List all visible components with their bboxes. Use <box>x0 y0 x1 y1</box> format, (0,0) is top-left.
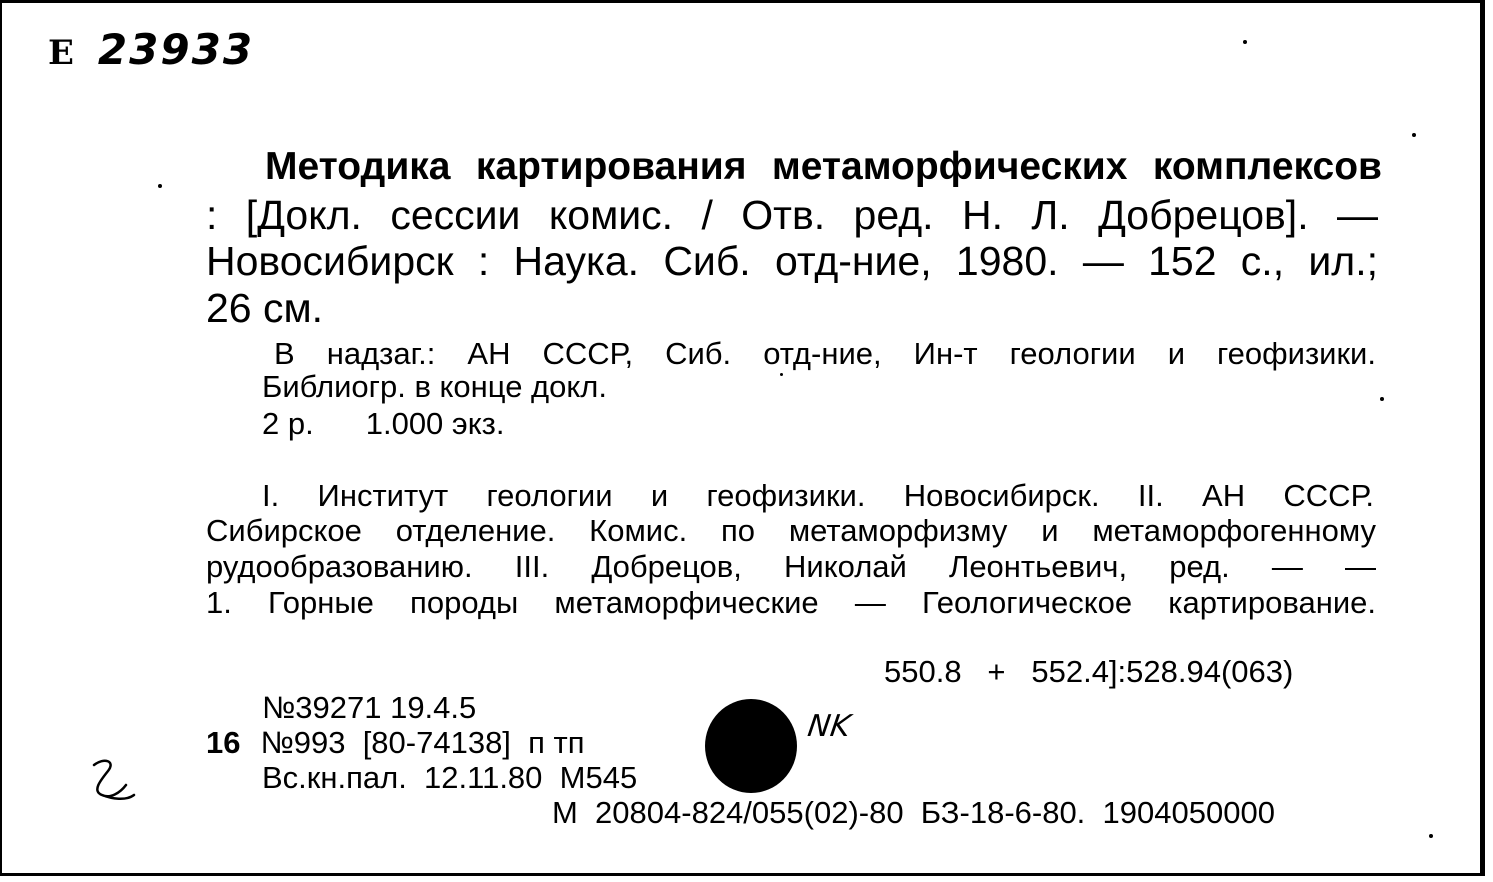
biblio-line-1: : [Докл. сессии комис. / Отв. ред. Н. Л. Добрецов]. — <box>206 192 1378 238</box>
biblio-line-3: 26 см. <box>206 285 324 331</box>
speck <box>1429 834 1433 838</box>
handwritten-initials: NK <box>805 709 853 744</box>
accession-prefix: 16 <box>206 725 241 760</box>
price-line <box>262 406 504 442</box>
accession-line-2-text: №993 [80-74138] п тп <box>260 725 585 760</box>
speck <box>1243 40 1247 44</box>
call-number-prefix: E <box>48 33 76 73</box>
book-title: Методика картирования метаморфических комплексов <box>265 145 1382 188</box>
price: 2 р. <box>262 406 314 441</box>
handwritten-mark-icon <box>86 755 138 803</box>
tracing-line-1: I. Институт геологии и геофизики. Новосибирск. II. АН СССР. <box>262 478 1374 513</box>
biblio-line-2: Новосибирск : Наука. Сиб. отд-ние, 1980. — 152 с., ил.; <box>206 238 1378 284</box>
tracing-line-2: Сибирское отделение. Комис. по метаморфизму и метаморфогенному <box>206 513 1376 548</box>
speck <box>780 373 783 376</box>
speck <box>1380 397 1384 401</box>
accession-line-3: Вс.кн.пал. 12.11.80 М545 <box>262 760 638 795</box>
note-line-2: Библиогр. в конце докл. <box>262 369 607 404</box>
speck <box>1412 133 1416 137</box>
accession-line-2 <box>206 725 585 761</box>
tracing-line-4: 1. Горные породы метаморфические — Геологическое картирование. <box>206 585 1376 620</box>
accession-line-1: №39271 19.4.5 <box>262 690 477 725</box>
udc-classification: 550.8 + 552.4]:528.94(063) <box>884 654 1294 689</box>
accession-line-4: М 20804-824/055(02)-80 БЗ-18-6-80. 1904050000 <box>552 795 1275 830</box>
speck <box>158 184 162 188</box>
note-line-1: В надзаг.: АН СССР, Сиб. отд-ние, Ин-т геологии и геофизики. <box>274 336 1376 371</box>
copies: 1.000 экз. <box>365 406 505 441</box>
call-number-value: 23933 <box>97 25 255 74</box>
stamp-dot <box>705 699 797 793</box>
tracing-line-3: рудообразованию. III. Добрецов, Николай Леонтьевич, ред. — — <box>206 549 1376 584</box>
call-number <box>48 25 254 74</box>
